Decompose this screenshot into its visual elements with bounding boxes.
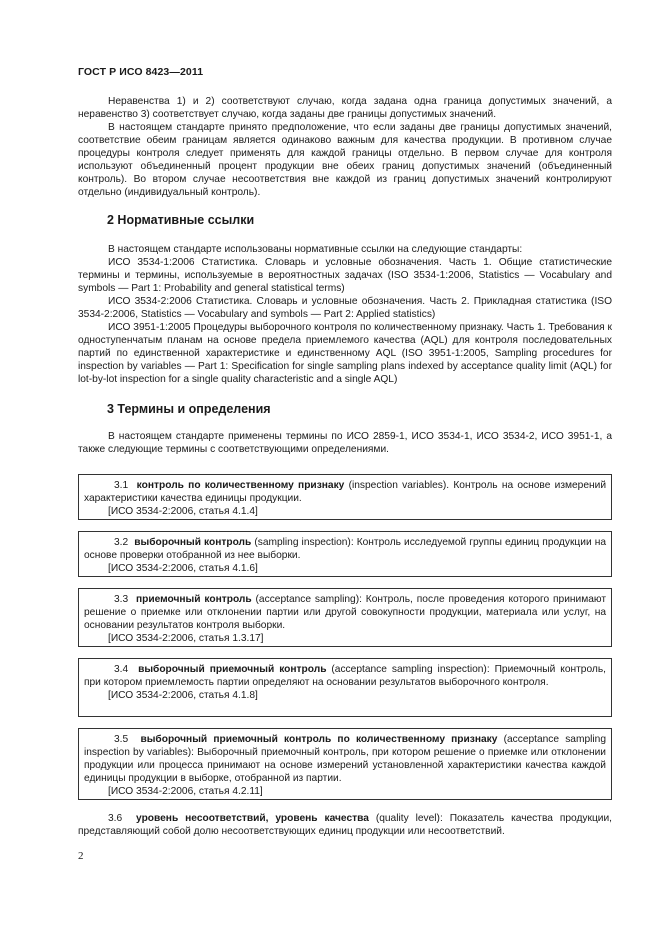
term-number: 3.3 xyxy=(114,594,129,605)
reference-item: ИСО 3534-2:2006 Статистика. Словарь и условные обозначения. Часть 2. Прикладная статистика (ISO 3534-2:2006, Statistics — Vocabulary and symbols — Part 2: Applied statistics) xyxy=(78,296,612,320)
term-text: (acceptance sampling): Контроль, после проведения которого принимают решение о приемке или отклонении партии или другой совокупности продукции, материала или услуг, на основании результатов контроля выборки. xyxy=(84,594,606,631)
term-source: [ИСО 3534-2:2006, статья 4.1.8] xyxy=(108,690,258,701)
term-name: выборочный контроль xyxy=(134,537,252,548)
term-text: (inspection variables). Контроль на основе измерений характеристики качества единицы продукции. xyxy=(84,480,607,504)
term-name: уровень несоответствий, уровень качества xyxy=(136,813,369,824)
term-text: (sampling inspection): Контроль исследуемой группы единиц продукции на основе проверки отобранной из нее выборки. xyxy=(84,537,606,561)
reference-item: ИСО 3534-1:2006 Статистика. Словарь и условные обозначения. Часть 1. Общие статистические термины и термины, используемые в вероятностных задачах (ISO 3534-1:2006, Statistics — Vocabulary and symbols — Part 1: Probability and general statistical terms) xyxy=(78,257,612,294)
term-number: 3.4 xyxy=(114,664,129,675)
term-name: контроль по количественному признаку xyxy=(136,480,345,491)
references-lead: В настоящем стандарте использованы нормативные ссылки на следующие стандарты: xyxy=(108,244,523,255)
term-text: (acceptance sampling inspection): Приемочный контроль, при котором приемлемость партии определяют на основании результатов выборочного контроля. xyxy=(84,664,606,688)
term-number: 3.5 xyxy=(114,734,129,745)
reference-item: ИСО 3951-1:2005 Процедуры выборочного контроля по количественному признаку. Часть 1. Требования к одноступенчатым планам на основе предела приемлемого качества (AQL) для контроля последовательных партий по единственной характеристике и единственному AQL (ISO 3951-1:2005, Sampling procedures for inspection by variables — Part 1: Specification for single sampling plans indexed by acceptance quality limit (AQL) for lot-by-lot inspection for a single quality characteristic and a single AQL) xyxy=(78,322,612,385)
term-definition xyxy=(84,479,606,505)
term-definition xyxy=(84,593,606,632)
term-source: [ИСО 3534-2:2006, статья 4.2.11] xyxy=(108,786,263,797)
intro-paragraphs xyxy=(78,95,612,199)
term-number: 3.2 xyxy=(114,537,129,548)
term-3-6 xyxy=(78,812,612,838)
page-number: 2 xyxy=(78,850,84,862)
term-source: [ИСО 3534-2:2006, статья 4.1.4] xyxy=(108,506,258,517)
normative-references xyxy=(78,243,612,386)
term-box-3-3 xyxy=(78,588,612,647)
term-definition xyxy=(84,663,606,689)
term-definition xyxy=(78,812,612,838)
term-source: [ИСО 3534-2:2006, статья 1.3.17] xyxy=(108,633,264,644)
intro-paragraph: Неравенства 1) и 2) соответствуют случаю, когда задана одна граница допустимых значений, а неравенство 3) соответствует случаю, когда заданы две границы допустимых значений. xyxy=(78,96,612,120)
term-name: приемочный контроль xyxy=(135,594,252,605)
term-name: выборочный приемочный контроль xyxy=(138,664,327,675)
term-text: (acceptance sampling inspection by variables): Выборочный приемочный контроль, при котором решение о приемке или отклонении продукции или процесса принимают на основе измерений установленной характеристики качества каждой единицы продукции в выборке, отобранной из партии. xyxy=(84,734,606,784)
term-box-3-5 xyxy=(78,728,612,800)
term-source: [ИСО 3534-2:2006, статья 4.1.6] xyxy=(108,563,258,574)
term-box-3-4 xyxy=(78,658,612,717)
section-2-title: 2 Нормативные ссылки xyxy=(107,213,255,227)
terms-lead-text: В настоящем стандарте применены термины по ИСО 2859-1, ИСО 3534-1, ИСО 3534-2, ИСО 3951-1, а также следующие термины с соответствующими определениями. xyxy=(78,431,612,455)
term-number: 3.1 xyxy=(114,480,129,491)
term-text: (quality level): Показатель качества продукции, представляющий собой долю несоответствующих единиц продукции или несоответствий. xyxy=(78,813,612,837)
section-3-title: 3 Термины и определения xyxy=(107,402,271,416)
term-number: 3.6 xyxy=(108,813,123,824)
terms-lead xyxy=(78,430,612,456)
term-definition xyxy=(84,536,606,562)
document-header: ГОСТ Р ИСО 8423—2011 xyxy=(78,66,204,78)
intro-paragraph: В настоящем стандарте принято предположение, что если заданы две границы допустимых значений, соответствие обеим границам является одинаково важным для качества продукции. В противном случае процедуры контроля следует применять для каждой границы отдельно. В первом случае для контроля используют объединенный процент продукции вне обеих границ допустимых значений (объединенный контроль). Во втором случае несоответствия вне каждой из границ допустимых значений контролируют отдельно (индивидуальный контроль). xyxy=(78,122,612,198)
term-definition xyxy=(84,733,606,785)
term-box-3-1 xyxy=(78,474,612,520)
term-name: выборочный приемочный контроль по количественному признаку xyxy=(140,734,498,745)
term-box-3-2 xyxy=(78,531,612,577)
